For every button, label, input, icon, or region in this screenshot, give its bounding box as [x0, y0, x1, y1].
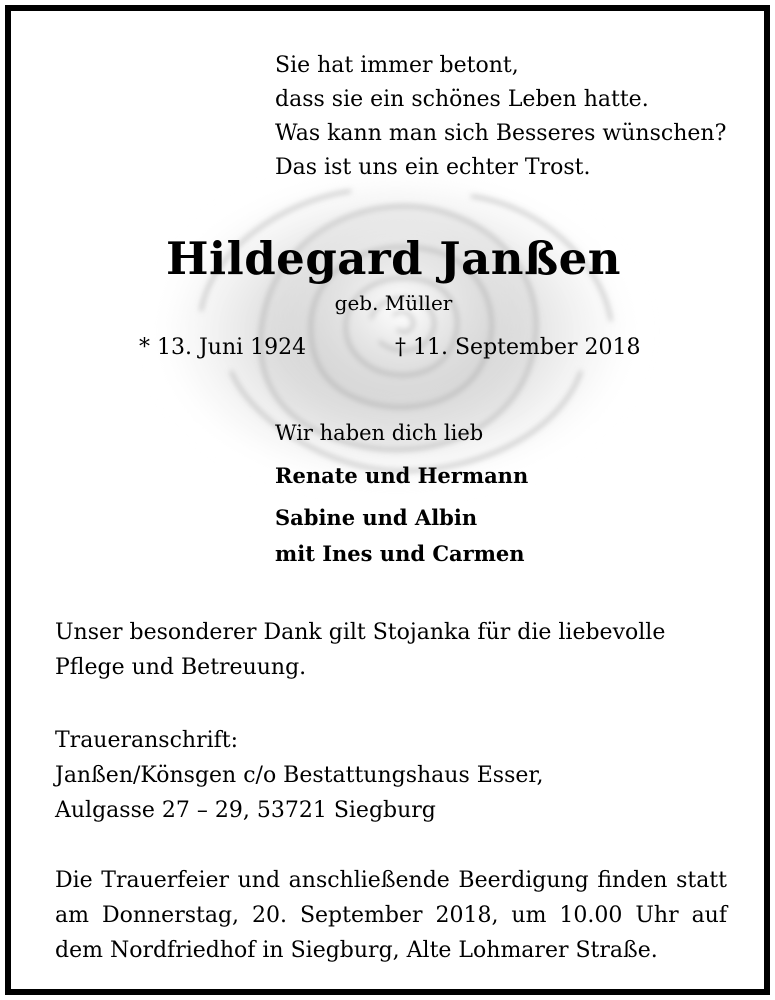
deceased-name: Hildegard Janßen	[166, 232, 621, 285]
birth-date: * 13. Juni 1924	[139, 335, 307, 360]
family-group: Sabine und Albin	[275, 505, 478, 530]
maiden-name: geb. Müller	[334, 291, 453, 315]
address-line: Janßen/Könsgen c/o Bestattungshaus Esser,	[55, 763, 544, 788]
poem-line: dass sie ein schönes Leben hatte.	[275, 87, 649, 112]
family-group-continued: mit Ines und Carmen	[275, 541, 525, 566]
poem-line: Was kann man sich Besseres wünschen?	[275, 121, 727, 146]
mourning-address	[55, 723, 727, 828]
address-label: Traueranschrift:	[55, 728, 239, 753]
family-intro: Wir haben dich lieb	[275, 421, 484, 445]
obituary-frame	[5, 5, 770, 995]
poem-verse	[275, 49, 726, 185]
thanks-paragraph: Unser besonderer Dank gilt Stojanka für die liebevolle Pflege und Betreuung.	[55, 620, 666, 680]
poem-line: Das ist uns ein echter Trost.	[275, 155, 591, 180]
death-date: † 11. September 2018	[395, 335, 641, 360]
address-line: Aulgasse 27 – 29, 53721 Siegburg	[55, 798, 436, 823]
family-group: Renate und Hermann	[275, 463, 529, 488]
family-signatures	[275, 416, 528, 572]
ceremony-paragraph: Die Trauerfeier und anschließende Beerdigung finden statt am Donnerstag, 20. September 2018, um 10.00 Uhr auf dem Nordfriedhof in Siegburg, Alte Lohmarer Straße.	[55, 868, 727, 963]
poem-line: Sie hat immer betont,	[275, 53, 519, 78]
